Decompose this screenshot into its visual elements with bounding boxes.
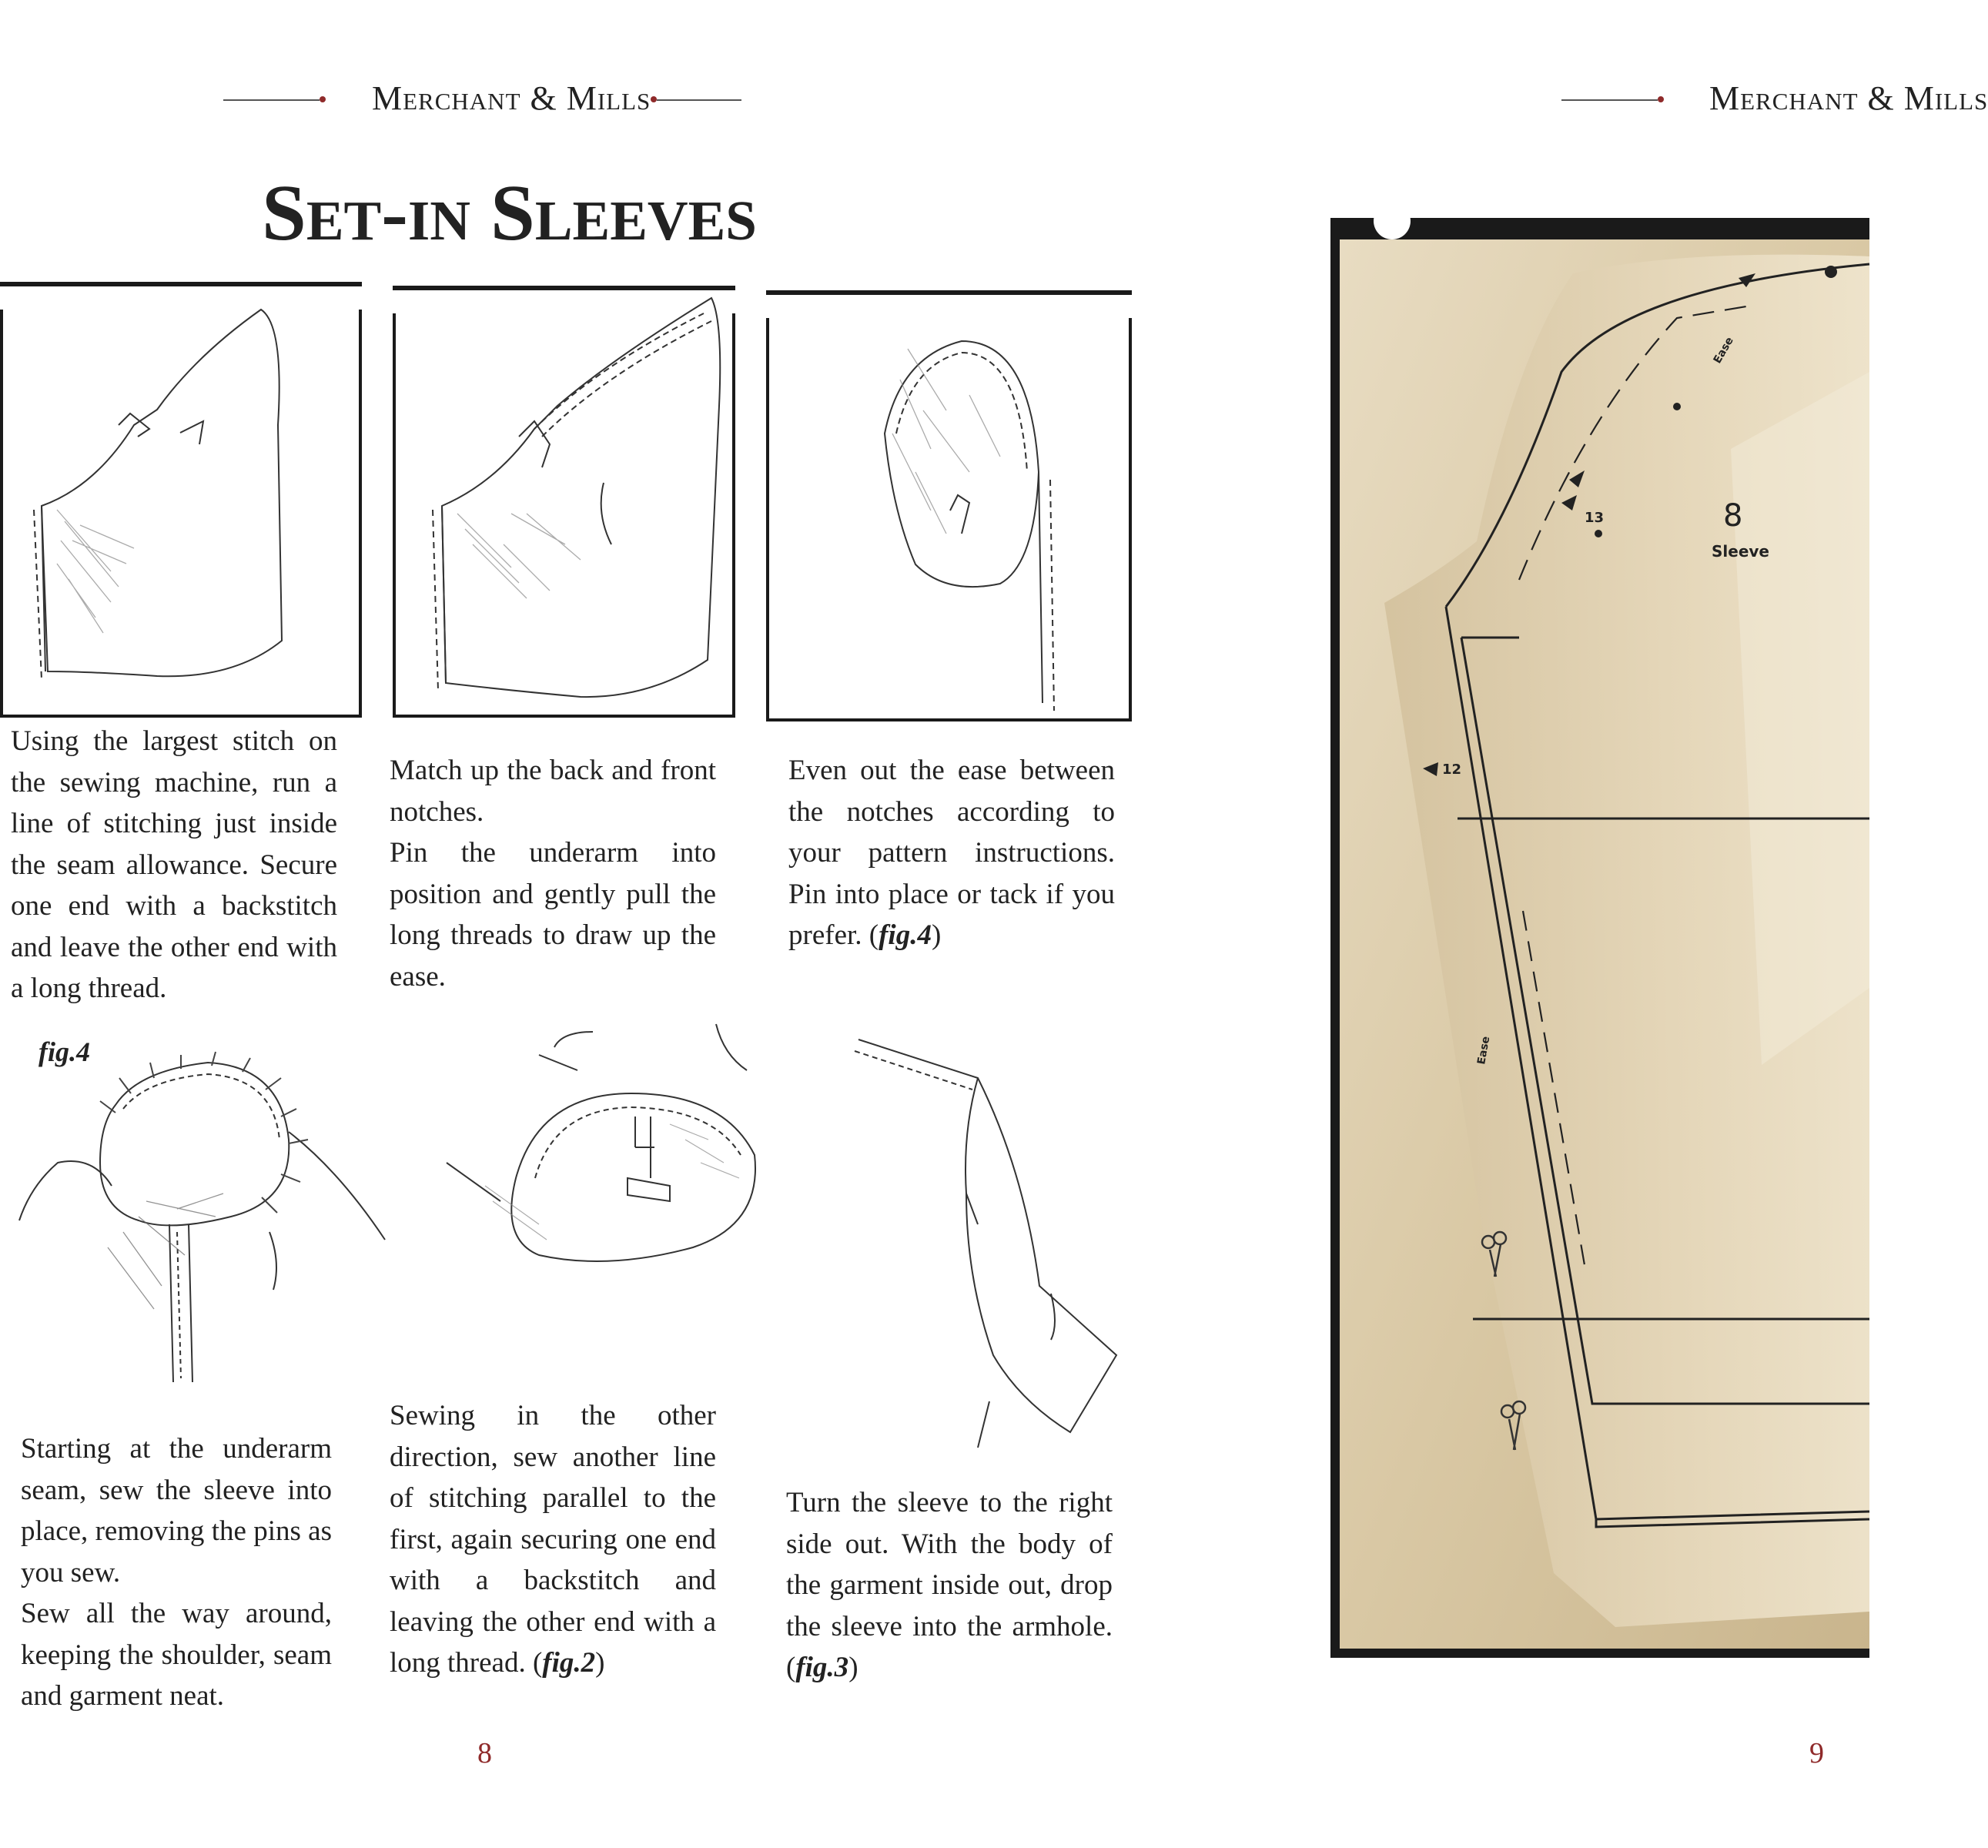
sleeve-pinned-notches-illustration [396, 313, 732, 715]
header-ornament-left [320, 96, 326, 102]
step-2-paragraph-1: Match up the back and front notches. [390, 755, 716, 828]
sleeve-turned-drawing [851, 1032, 1120, 1463]
step-6-close: ) [848, 1652, 858, 1683]
step-3-close: ) [931, 919, 942, 951]
sewing-machine-drawing [439, 1024, 778, 1301]
step-3-figure-ref: fig.4 [879, 919, 932, 951]
figure-5-illustration [439, 1024, 778, 1301]
pattern-piece-number: 8 [1723, 498, 1743, 534]
page-number-left: 8 [477, 1737, 492, 1769]
step-5-body: Sewing in the other direction, sew another line of stitching parallel to the first, again securing one end with a backstitch and leaving the other end with a long thread. ( [390, 1400, 716, 1679]
figure-2-frame [393, 313, 735, 718]
step-6-text [786, 1482, 1113, 1689]
step-1-text [11, 721, 337, 1009]
pattern-mark-12: 12 [1442, 762, 1462, 778]
sleeve-pattern-image [1330, 218, 1869, 1658]
pattern-mark-13: 13 [1585, 510, 1605, 526]
sleeve-pattern-photo [1330, 218, 1869, 1658]
step-5-text [390, 1395, 716, 1684]
step-5-close: ) [595, 1647, 605, 1679]
header-ornament-right [651, 96, 657, 102]
right-running-header [1561, 77, 1988, 123]
header-brand-right: Merchant & Mills [1709, 79, 1988, 117]
figure-6-illustration [851, 1032, 1120, 1463]
armhole-pinning-drawing [15, 1055, 389, 1390]
step-5-paragraph [390, 1395, 716, 1684]
step-5-figure-ref: fig.2 [542, 1647, 596, 1679]
pattern-piece-name: Sleeve [1712, 542, 1769, 561]
figure-2-top-rule [393, 286, 735, 290]
page-title: Set-in Sleeves [262, 169, 757, 257]
header-rule-right [657, 99, 741, 101]
step-6-body: Turn the sleeve to the right side out. With the body of the garment inside out, drop the sleeve into the armhole. ( [786, 1487, 1113, 1683]
figure-3-frame [766, 318, 1132, 721]
figure-4-illustration [15, 1055, 389, 1390]
figure-1-top-rule [0, 282, 362, 286]
figure-label: fig.4 [38, 1036, 90, 1067]
step-6-figure-ref: fig.3 [795, 1652, 849, 1683]
step-6-paragraph [786, 1482, 1113, 1689]
step-4-paragraph-1: Starting at the underarm seam, sew the sleeve into place, removing the pins as you sew. [21, 1433, 332, 1589]
step-1-paragraph: Using the largest stitch on the sewing machine, run a line of stitching just inside the seam allowance. Secure one end with a backstitch and leave the other end with a long thread. [11, 725, 337, 1004]
header-rule-left [223, 99, 320, 101]
header-brand-left: Merchant & Mills [372, 79, 651, 117]
figure-1-frame [0, 310, 362, 718]
figure-3-top-rule [766, 290, 1132, 295]
step-2-paragraph-2: Pin the underarm into position and gently pull the long threads to draw up the ease. [390, 837, 716, 993]
step-3-text [788, 750, 1115, 956]
sleeve-ease-illustration [769, 318, 1129, 718]
step-2-text [390, 750, 716, 997]
step-4-paragraph-2: Sew all the way around, keeping the shoulder, seam and garment neat. [21, 1598, 332, 1712]
left-running-header [223, 77, 762, 123]
sleeve-stitch-illustration [3, 310, 359, 715]
step-3-paragraph [788, 750, 1115, 956]
header-rule-left-2 [1561, 99, 1658, 101]
step-3-body: Even out the ease between the notches according to your pattern instructions. Pin into place or tack if you prefer. ( [788, 755, 1115, 951]
page-number-right: 9 [1809, 1737, 1824, 1769]
pattern-ease-label: Ease [1711, 335, 1736, 366]
pattern-ease-label-lower: Ease [1475, 1035, 1493, 1066]
step-4-text [21, 1428, 332, 1712]
header-ornament-left-2 [1658, 96, 1664, 102]
